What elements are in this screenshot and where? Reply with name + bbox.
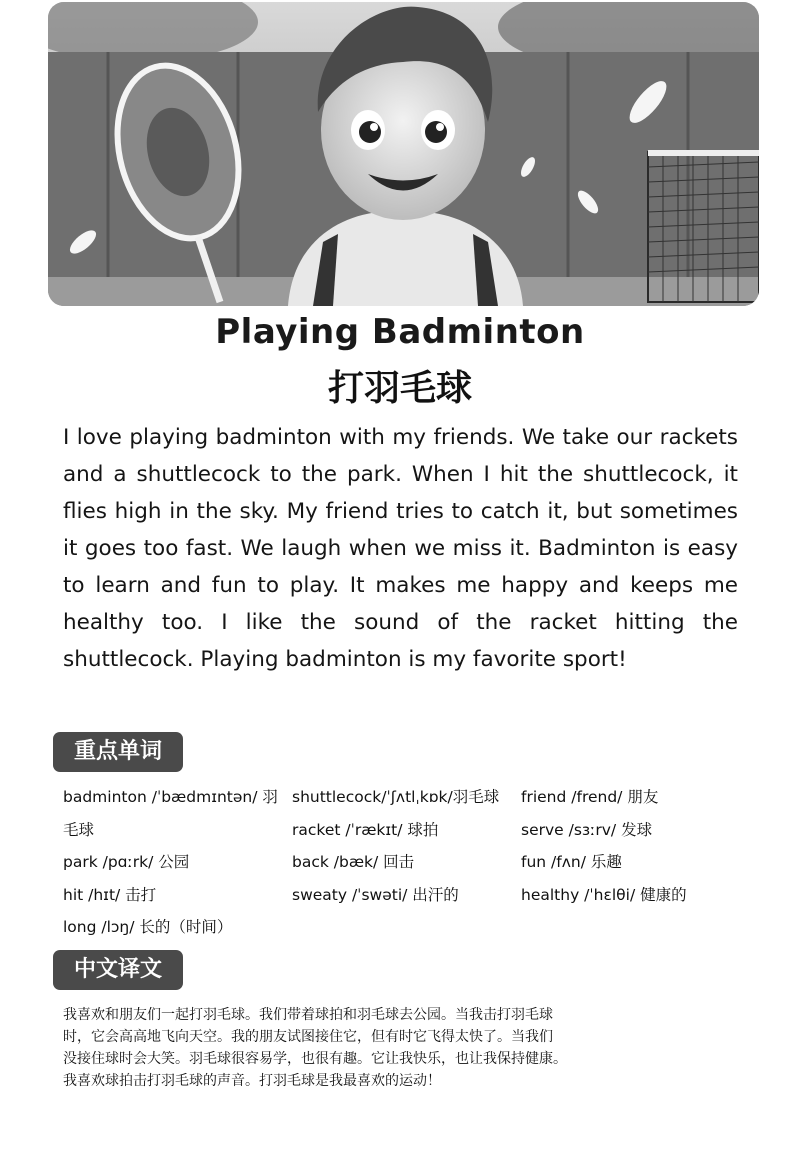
vocab-row (63, 780, 753, 813)
vocab-item: 毛球 (63, 820, 95, 839)
vocab-row (63, 910, 753, 943)
vocab-item: back /bæk/ 回击 (292, 853, 415, 872)
vocab-item: friend /frend/ 朋友 (521, 788, 659, 807)
hero-illustration (48, 2, 759, 306)
vocab-item: sweaty /ˈswəti/ 出汗的 (292, 885, 459, 904)
translation-label: 中文译文 (53, 950, 183, 990)
vocab-row (63, 878, 753, 911)
vocab-item: shuttlecock/ˈʃʌtlˌkɒk/羽毛球 (292, 788, 500, 807)
vocabulary-grid (63, 780, 753, 943)
translation-line: 没接住球时会大笑。羽毛球很容易学，也很有趣。它让我快乐，也让我保持健康。 (63, 1051, 567, 1067)
badminton-child-illustration (48, 2, 759, 306)
vocab-item: fun /fʌn/ 乐趣 (521, 853, 622, 872)
vocab-row (63, 845, 753, 878)
title-chinese: 打羽毛球 (327, 368, 472, 409)
title-english: Playing Badminton (215, 312, 585, 352)
vocab-row (63, 813, 753, 846)
translation-line: 我喜欢和朋友们一起打羽毛球。我们带着球拍和羽毛球去公园。当我击打羽毛球 (63, 1007, 553, 1023)
vocab-item: hit /hɪt/ 击打 (63, 885, 157, 904)
vocab-item: racket /ˈrækɪt/ 球拍 (292, 820, 439, 839)
vocab-item: badminton /ˈbædmɪntən/ 羽 (63, 788, 278, 807)
vocab-item: healthy /ˈhɛlθi/ 健康的 (521, 885, 687, 904)
vocab-item: park /pɑːrk/ 公园 (63, 853, 190, 872)
story-paragraph: I love playing badminton with my friends. We take our rackets and a shuttlecock to the park. When I hit the shuttlecock, it flies high in the sky. My friend tries to catch it, but sometimes it goes too fast. We laugh when we miss it. Badminton is easy to learn and fun to play. It makes me happy and keeps me healthy too. I like the sound of the racket hitting the shuttlecock. Playing badminton is my favorite sport! (63, 425, 738, 672)
vocab-item: long /lɔŋ/ 长的（时间） (63, 918, 233, 937)
translation-line: 我喜欢球拍击打羽毛球的声音。打羽毛球是我最喜欢的运动！ (63, 1073, 441, 1089)
vocabulary-label: 重点单词 (53, 732, 183, 772)
translation-text (63, 1004, 653, 1092)
vocab-item: serve /sɜːrv/ 发球 (521, 820, 653, 839)
translation-line: 时，它会高高地飞向天空。我的朋友试图接住它，但有时它飞得太快了。当我们 (63, 1029, 553, 1045)
